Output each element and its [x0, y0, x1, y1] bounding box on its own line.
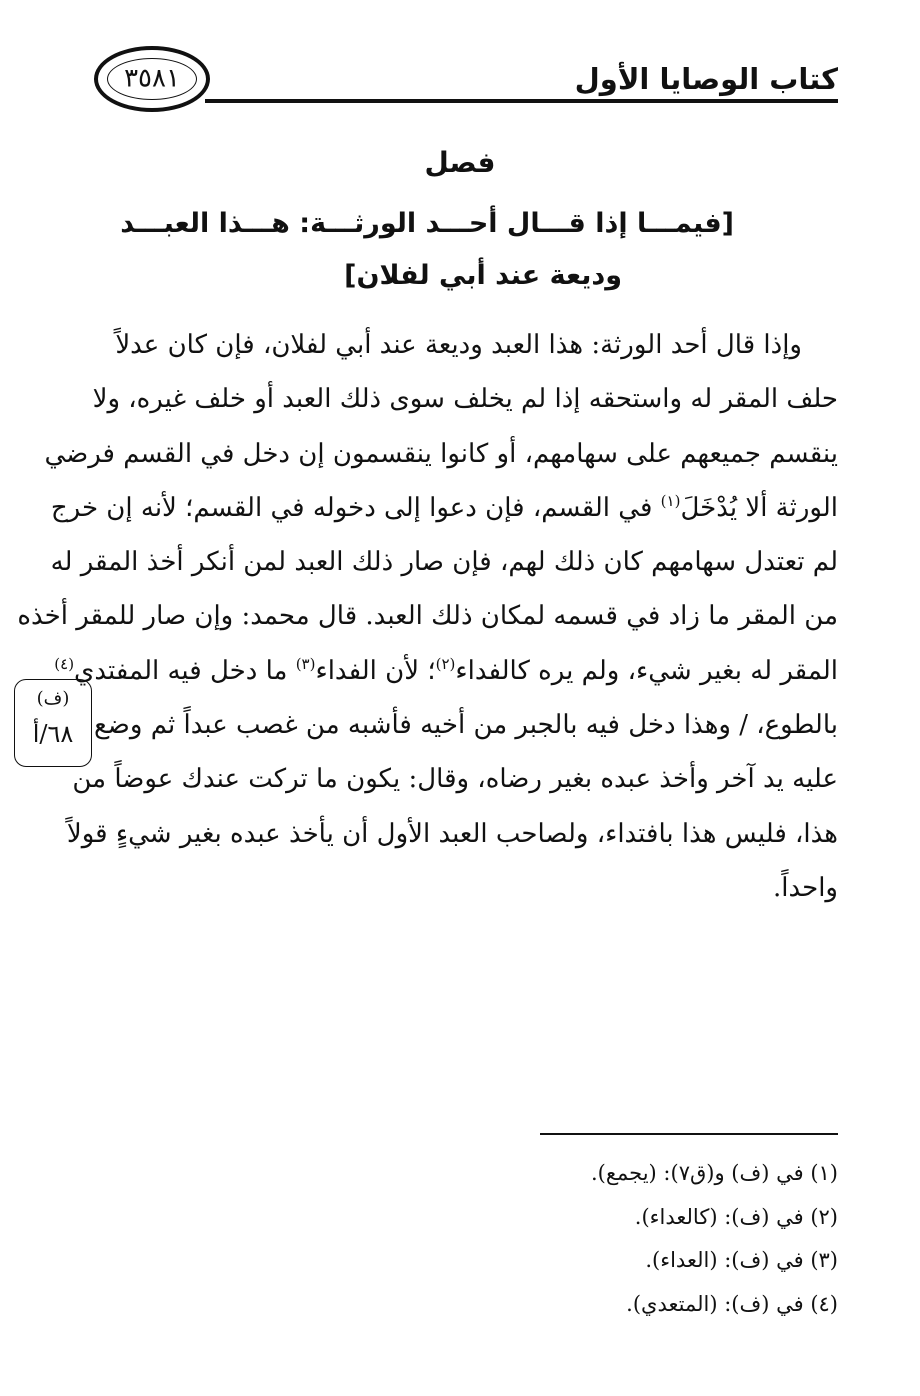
body-line: بالطوع، / وهذا دخل فيه بالجبر من أخيه فأشبه من غصب عبداً ثم وضع	[93, 710, 838, 741]
footnote-mark: (٣)	[295, 654, 316, 673]
body-line: هذا، فليس هذا بافتداء، ولصاحب العبد الأول أن يأخذ عبده بغير شيءٍ قولاً	[66, 818, 838, 849]
body-line-text: ما دخل فيه المفتدي	[74, 655, 296, 686]
body-line-text: في القسم، فإن دعوا إلى دخوله في القسم؛ لأنه إن خرج	[50, 492, 661, 523]
chapter-title-line-1: [فيمـــا إذا قـــال أحـــد الورثـــة: هـــذا العبـــد	[120, 208, 734, 239]
page-number-oval	[94, 46, 210, 112]
body-line	[54, 644, 838, 698]
body-line	[50, 481, 838, 535]
footnote: (٤) في (ف): (المتعدي).	[626, 1291, 838, 1316]
header-rule	[205, 99, 838, 103]
footnote-mark: (٢)	[435, 654, 456, 673]
page-number: ٣٥٨١	[124, 63, 180, 94]
body-line: ينقسم جميعهم على سهامهم، أو كانوا ينقسمون إن دخل في القسم فرضي	[44, 438, 838, 469]
body-line: واحداً.	[773, 872, 838, 903]
body-line: وإذا قال أحد الورثة: هذا العبد وديعة عند أبي لفلان، فإن كان عدلاً	[115, 330, 802, 360]
body-line: من المقر ما زاد في قسمه لمكان ذلك العبد. قال محمد: وإن صار للمقر أخذه	[17, 601, 838, 632]
body-line-text: الورثة ألا يُدْخَلَ	[680, 492, 838, 523]
section-heading: فصل	[424, 146, 496, 179]
body-line-text: ؛ لأن الفداء	[315, 655, 436, 686]
folio-number: ٦٨/أ	[32, 720, 74, 748]
body-line: حلف المقر له واستحقه إذا لم يخلف سوى ذلك العبد أو خلف غيره، ولا	[92, 384, 838, 415]
body-line-text: المقر له بغير شيء، ولم يره كالفداء	[455, 655, 838, 686]
folio-source: (ف)	[36, 688, 70, 709]
footnote-separator	[540, 1133, 838, 1135]
body-line: لم تعتدل سهامهم كان ذلك لهم، فإن صار ذلك العبد لمن أنكر أخذ المقر له	[50, 547, 838, 578]
footnotes	[238, 1152, 838, 1326]
manuscript-folio-note	[14, 679, 92, 767]
book-title: كتاب الوصايا الأول	[574, 62, 838, 96]
footnote-mark: (٤)	[54, 654, 75, 673]
body-line: عليه يد آخر وأخذ عبده بغير رضاه، وقال: يكون ما تركت عندك عوضاً من	[72, 764, 838, 795]
footnote: (١) في (ف) و(ق٧): (يجمع).	[590, 1161, 838, 1185]
footnote: (٢) في (ف): (كالعداء).	[634, 1204, 838, 1229]
footnote: (٣) في (ف): (العداء).	[645, 1248, 838, 1273]
chapter-title-line-2: وديعة عند أبي لفلان]	[344, 260, 622, 291]
footnote-mark: (١)	[660, 491, 681, 510]
